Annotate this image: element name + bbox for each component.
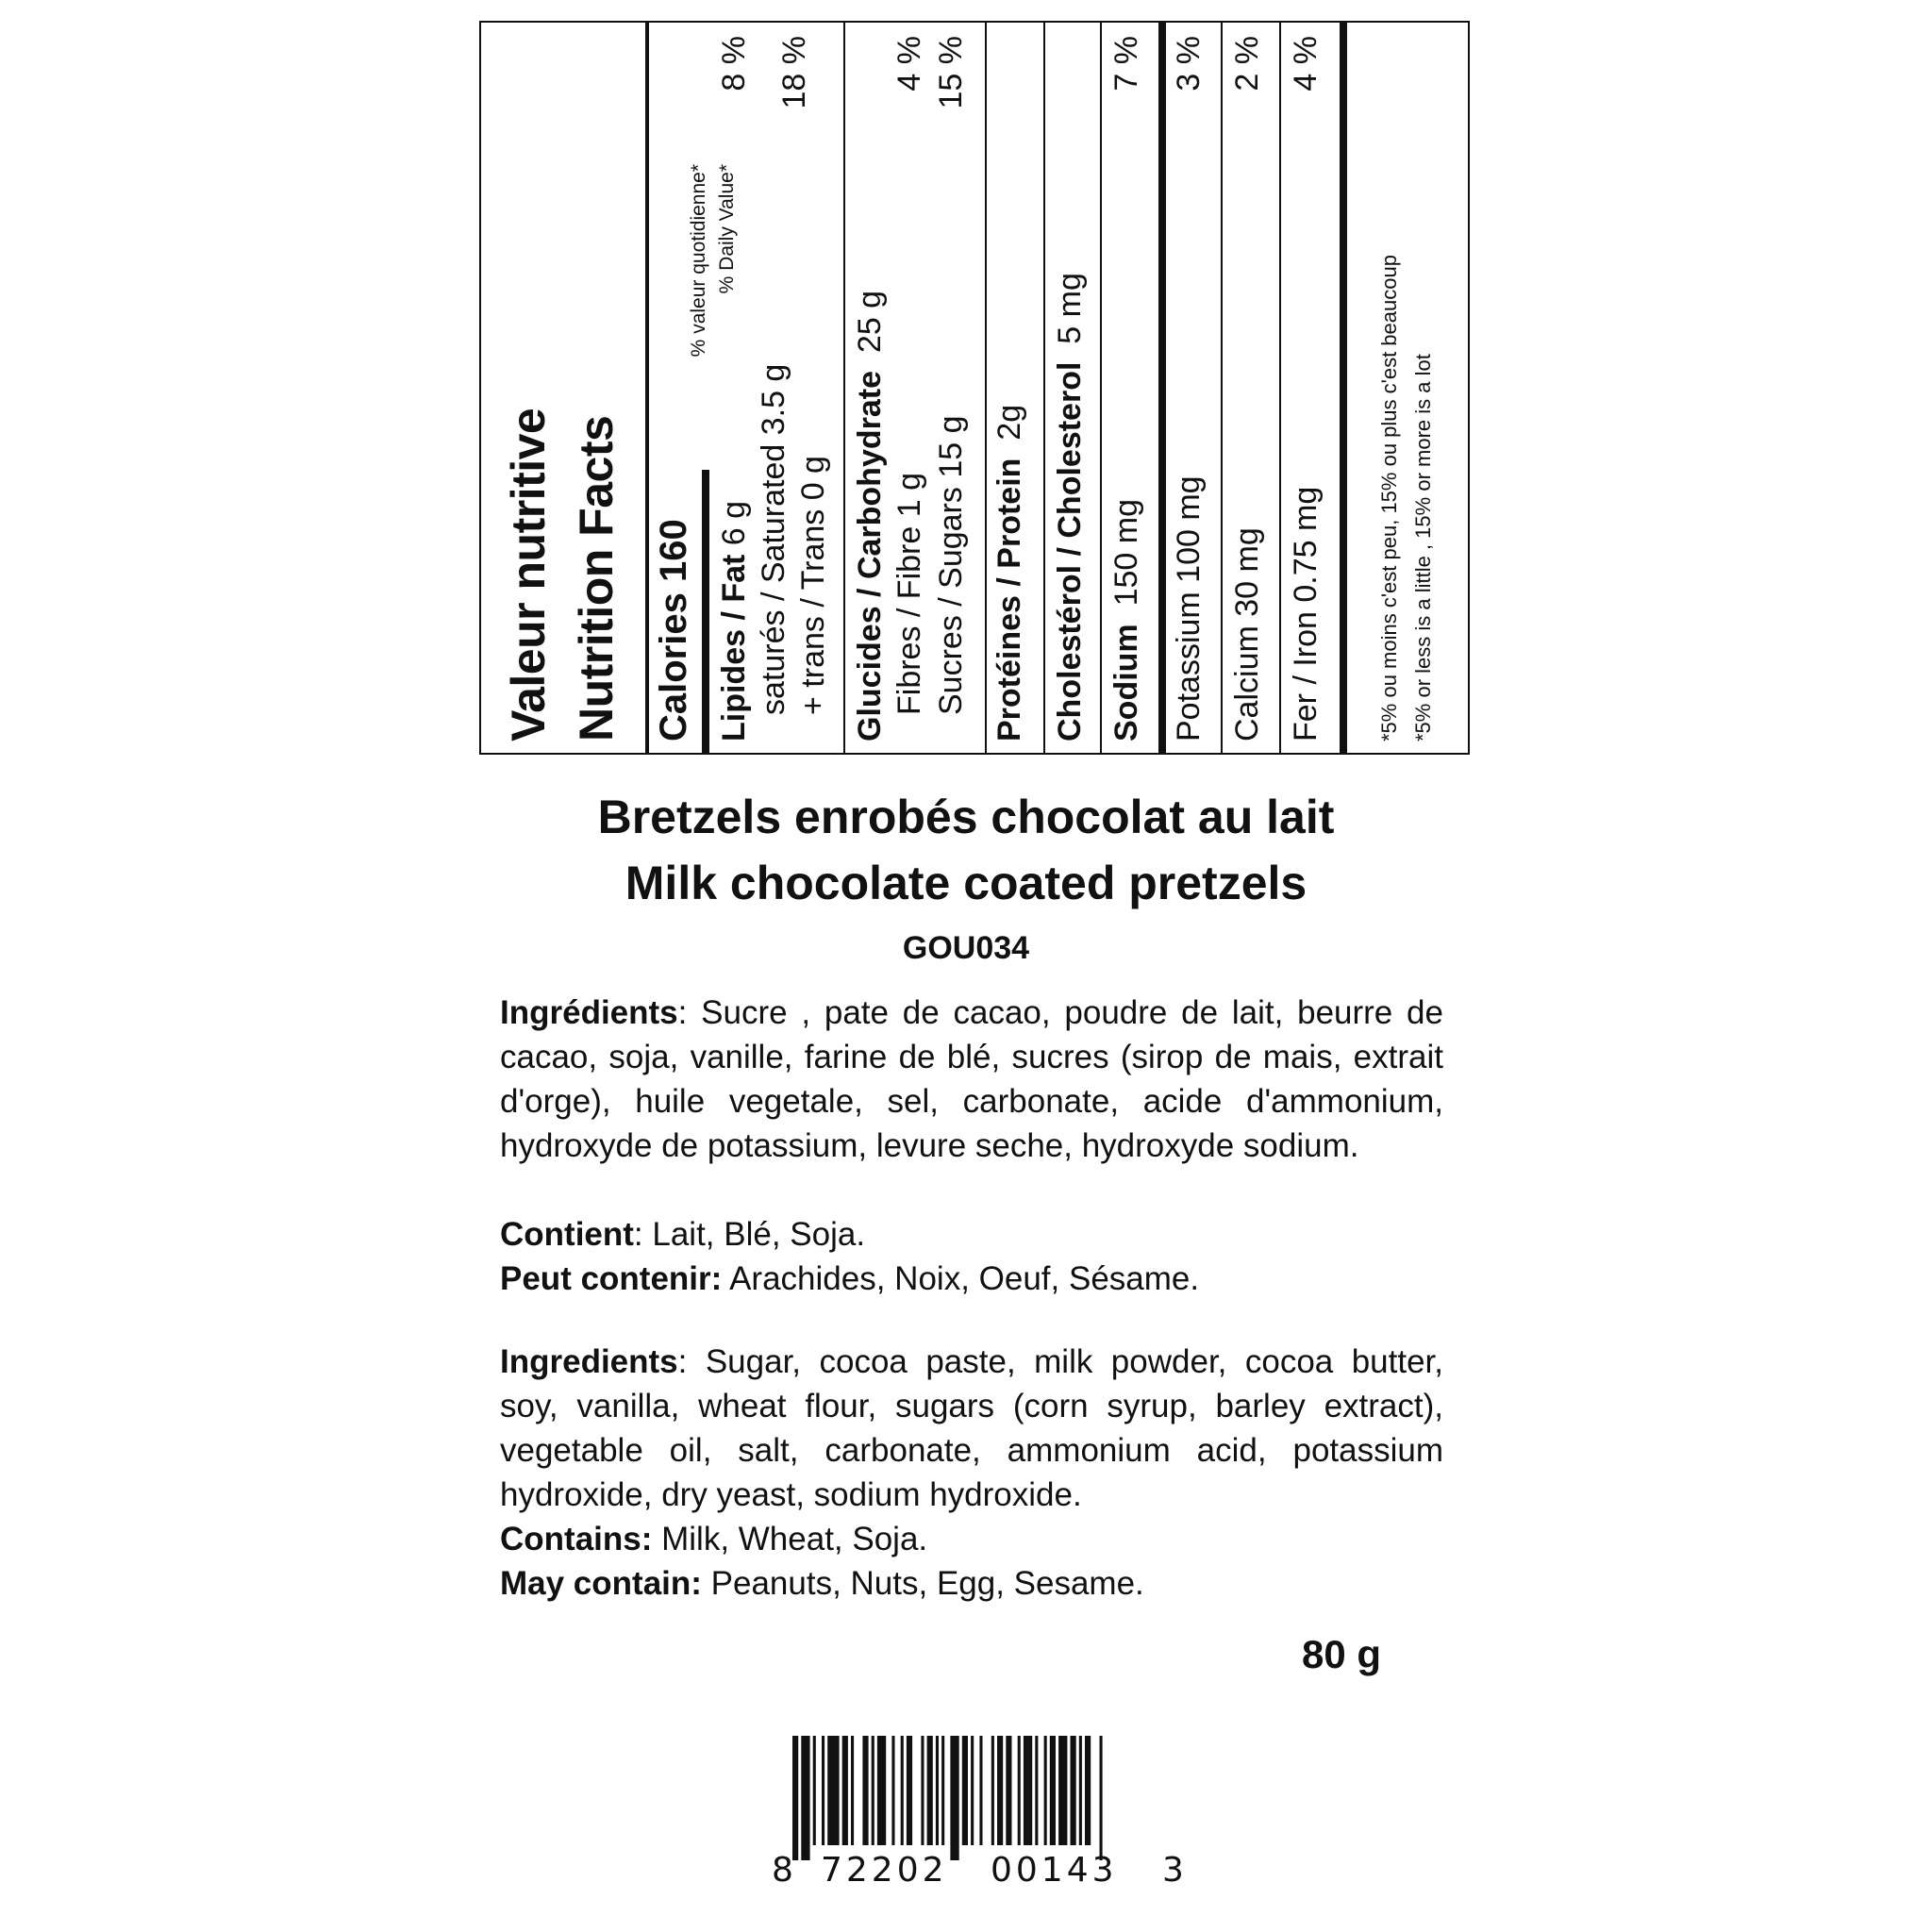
saturated-row: saturés / Saturated 3.5 g xyxy=(756,363,791,715)
nutrition-title xyxy=(494,25,630,741)
divider xyxy=(1100,23,1102,753)
product-code: GOU034 xyxy=(902,930,1030,966)
daily-value-header xyxy=(685,164,741,466)
barcode-bar xyxy=(1079,1736,1082,1845)
chol-amount: 5 mg xyxy=(1052,273,1088,344)
barcode-digits-right: 00143 xyxy=(991,1851,1118,1890)
sodium-label: Sodium xyxy=(1108,624,1144,741)
ingredients-en-label: Ingredients xyxy=(500,1343,678,1380)
sugars-dv: 15 % xyxy=(933,36,969,109)
iron-dv: 4 % xyxy=(1288,36,1324,92)
protein-amount: 2g xyxy=(991,404,1027,441)
barcode-bar xyxy=(1035,1736,1038,1845)
nutrition-facts-rotated xyxy=(481,23,1468,753)
dv-header-en: % Daily Value* xyxy=(716,164,738,294)
divider xyxy=(1279,23,1281,753)
barcode-bar xyxy=(1006,1736,1011,1845)
barcode-bar xyxy=(1071,1736,1076,1845)
barcode-digit-first: 8 xyxy=(772,1851,797,1890)
barcode-bar xyxy=(936,1736,939,1845)
barcode-bar xyxy=(962,1736,968,1845)
potassium-dv: 3 % xyxy=(1171,36,1207,92)
barcode-bar xyxy=(1024,1736,1032,1845)
contains-en-label: Contains: xyxy=(500,1521,653,1557)
dv-header-fr: % valeur quotidienne* xyxy=(688,164,709,358)
product-name-fr: Bretzels enrobés chocolat au lait xyxy=(597,791,1335,843)
nutrition-title-fr: Valeur nutritive xyxy=(502,408,555,741)
barcode-bar xyxy=(827,1736,839,1845)
barcode-bar xyxy=(901,1736,904,1845)
may-contain-fr-text: Arachides, Noix, Oeuf, Sésame. xyxy=(722,1260,1200,1297)
thick-divider xyxy=(702,470,709,753)
divider xyxy=(843,23,845,753)
barcode-digit-last: 3 xyxy=(1162,1851,1188,1890)
barcode-bar xyxy=(1050,1736,1056,1845)
barcode-bar xyxy=(1100,1736,1103,1860)
barcode-bar xyxy=(907,1736,912,1845)
contains-fr xyxy=(500,1212,865,1257)
carb-label: Glucides / Carbohydrate xyxy=(852,371,888,741)
product-name-en: Milk chocolate coated pretzels xyxy=(625,857,1307,909)
sat-trans-dv: 18 % xyxy=(776,36,812,109)
iron-row: Fer / Iron 0.75 mg xyxy=(1288,486,1324,741)
divider xyxy=(985,23,987,753)
sodium-row xyxy=(1108,499,1145,741)
barcode-bar xyxy=(997,1736,1003,1845)
carb-row xyxy=(851,291,889,741)
calcium-dv: 2 % xyxy=(1229,36,1265,92)
barcode-bar xyxy=(971,1736,974,1845)
barcode-bar xyxy=(1085,1736,1091,1845)
may-contain-fr xyxy=(500,1257,1199,1301)
may-contain-en xyxy=(500,1561,1144,1606)
barcode-bar xyxy=(822,1736,824,1845)
barcode-bar xyxy=(842,1736,848,1845)
barcode-bar xyxy=(1058,1736,1067,1845)
calcium-row: Calcium 30 mg xyxy=(1229,527,1265,741)
net-weight: 80 g xyxy=(1302,1632,1382,1676)
ingredients-fr-label: Ingrédients xyxy=(500,994,678,1031)
barcode-digits-left: 72202 xyxy=(821,1851,948,1890)
cholesterol-row xyxy=(1051,273,1089,741)
barcode-bar xyxy=(792,1736,798,1860)
footnote-fr: *5% ou moins c'est peu, 15% ou plus c'est beaucoup xyxy=(1377,255,1401,741)
divider xyxy=(1221,23,1223,753)
divider xyxy=(645,23,649,753)
barcode-bar xyxy=(991,1736,994,1845)
nutrition-title-en: Nutrition Facts xyxy=(570,415,623,741)
barcode-bar xyxy=(862,1736,868,1845)
chol-label: Cholestérol / Cholesterol xyxy=(1052,361,1088,741)
barcode-bar xyxy=(851,1736,854,1845)
barcode-bar xyxy=(941,1736,944,1845)
fibre-row: Fibres / Fibre 1 g xyxy=(891,473,927,715)
barcode xyxy=(792,1736,1170,1860)
footnote-en: *5% or less is a little , 15% or more is a lot xyxy=(1411,354,1435,741)
contains-fr-label: Contient xyxy=(500,1216,634,1253)
calories-row: Calories 160 xyxy=(653,519,694,741)
barcode-bar xyxy=(1018,1736,1021,1845)
thick-divider xyxy=(1158,23,1166,753)
contains-fr-text: : Lait, Blé, Soja. xyxy=(633,1216,866,1253)
fat-dv: 8 % xyxy=(716,36,752,92)
ingredients-en xyxy=(500,1340,1443,1517)
protein-label: Protéines / Protein xyxy=(991,458,1027,741)
barcode-bar xyxy=(927,1736,933,1845)
barcode-bar xyxy=(1044,1736,1047,1845)
ingredients-fr xyxy=(500,991,1443,1168)
may-contain-fr-label: Peut contenir: xyxy=(500,1260,723,1297)
barcode-bar xyxy=(872,1736,874,1845)
sugars-row: Sucres / Sugars 15 g xyxy=(933,415,969,715)
sodium-dv: 7 % xyxy=(1108,36,1144,92)
may-contain-en-text: Peanuts, Nuts, Egg, Sesame. xyxy=(701,1565,1144,1602)
protein-row xyxy=(991,405,1028,741)
contains-en-text: Milk, Wheat, Soja. xyxy=(652,1521,928,1557)
thick-divider xyxy=(1340,23,1347,753)
fat-label: Lipides / Fat xyxy=(716,554,752,741)
barcode-bar xyxy=(979,1736,982,1845)
contains-en xyxy=(500,1517,927,1561)
divider xyxy=(1043,23,1045,753)
ingredients-fr-text: : Sucre , pate de cacao, poudre de lait, beurre de cacao, soja, vanille, farine de blé, sucres (sirop de mais, extrait d'orge), huile vegetale, sel, carbonate, acide d'ammonium, hydroxyde de potassium, levure seche, hydroxyde sodium. xyxy=(500,994,1443,1164)
may-contain-en-label: May contain: xyxy=(500,1565,702,1602)
sodium-amount: 150 mg xyxy=(1108,499,1144,607)
carb-amount: 25 g xyxy=(852,290,888,354)
barcode-bar xyxy=(877,1736,886,1845)
nutrition-facts-panel xyxy=(479,21,1470,755)
barcode-bar xyxy=(813,1736,816,1845)
barcode-bar xyxy=(801,1736,809,1860)
barcode-bar xyxy=(921,1736,924,1845)
barcode-bar xyxy=(950,1736,958,1860)
ingredients-en-text: : Sugar, cocoa paste, milk powder, cocoa butter, soy, vanilla, wheat flour, sugars (corn syrup, barley extract), vegetable oil, salt, carbonate, ammonium acid, potassium hydroxide, dry yeast, sodium hydroxide. xyxy=(500,1343,1443,1513)
fat-row xyxy=(715,501,753,741)
trans-row: + trans / Trans 0 g xyxy=(795,456,831,715)
fat-amount: 6 g xyxy=(716,500,752,546)
barcode-bar xyxy=(891,1736,894,1845)
potassium-row: Potassium 100 mg xyxy=(1171,475,1207,741)
fibre-dv: 4 % xyxy=(891,36,927,92)
